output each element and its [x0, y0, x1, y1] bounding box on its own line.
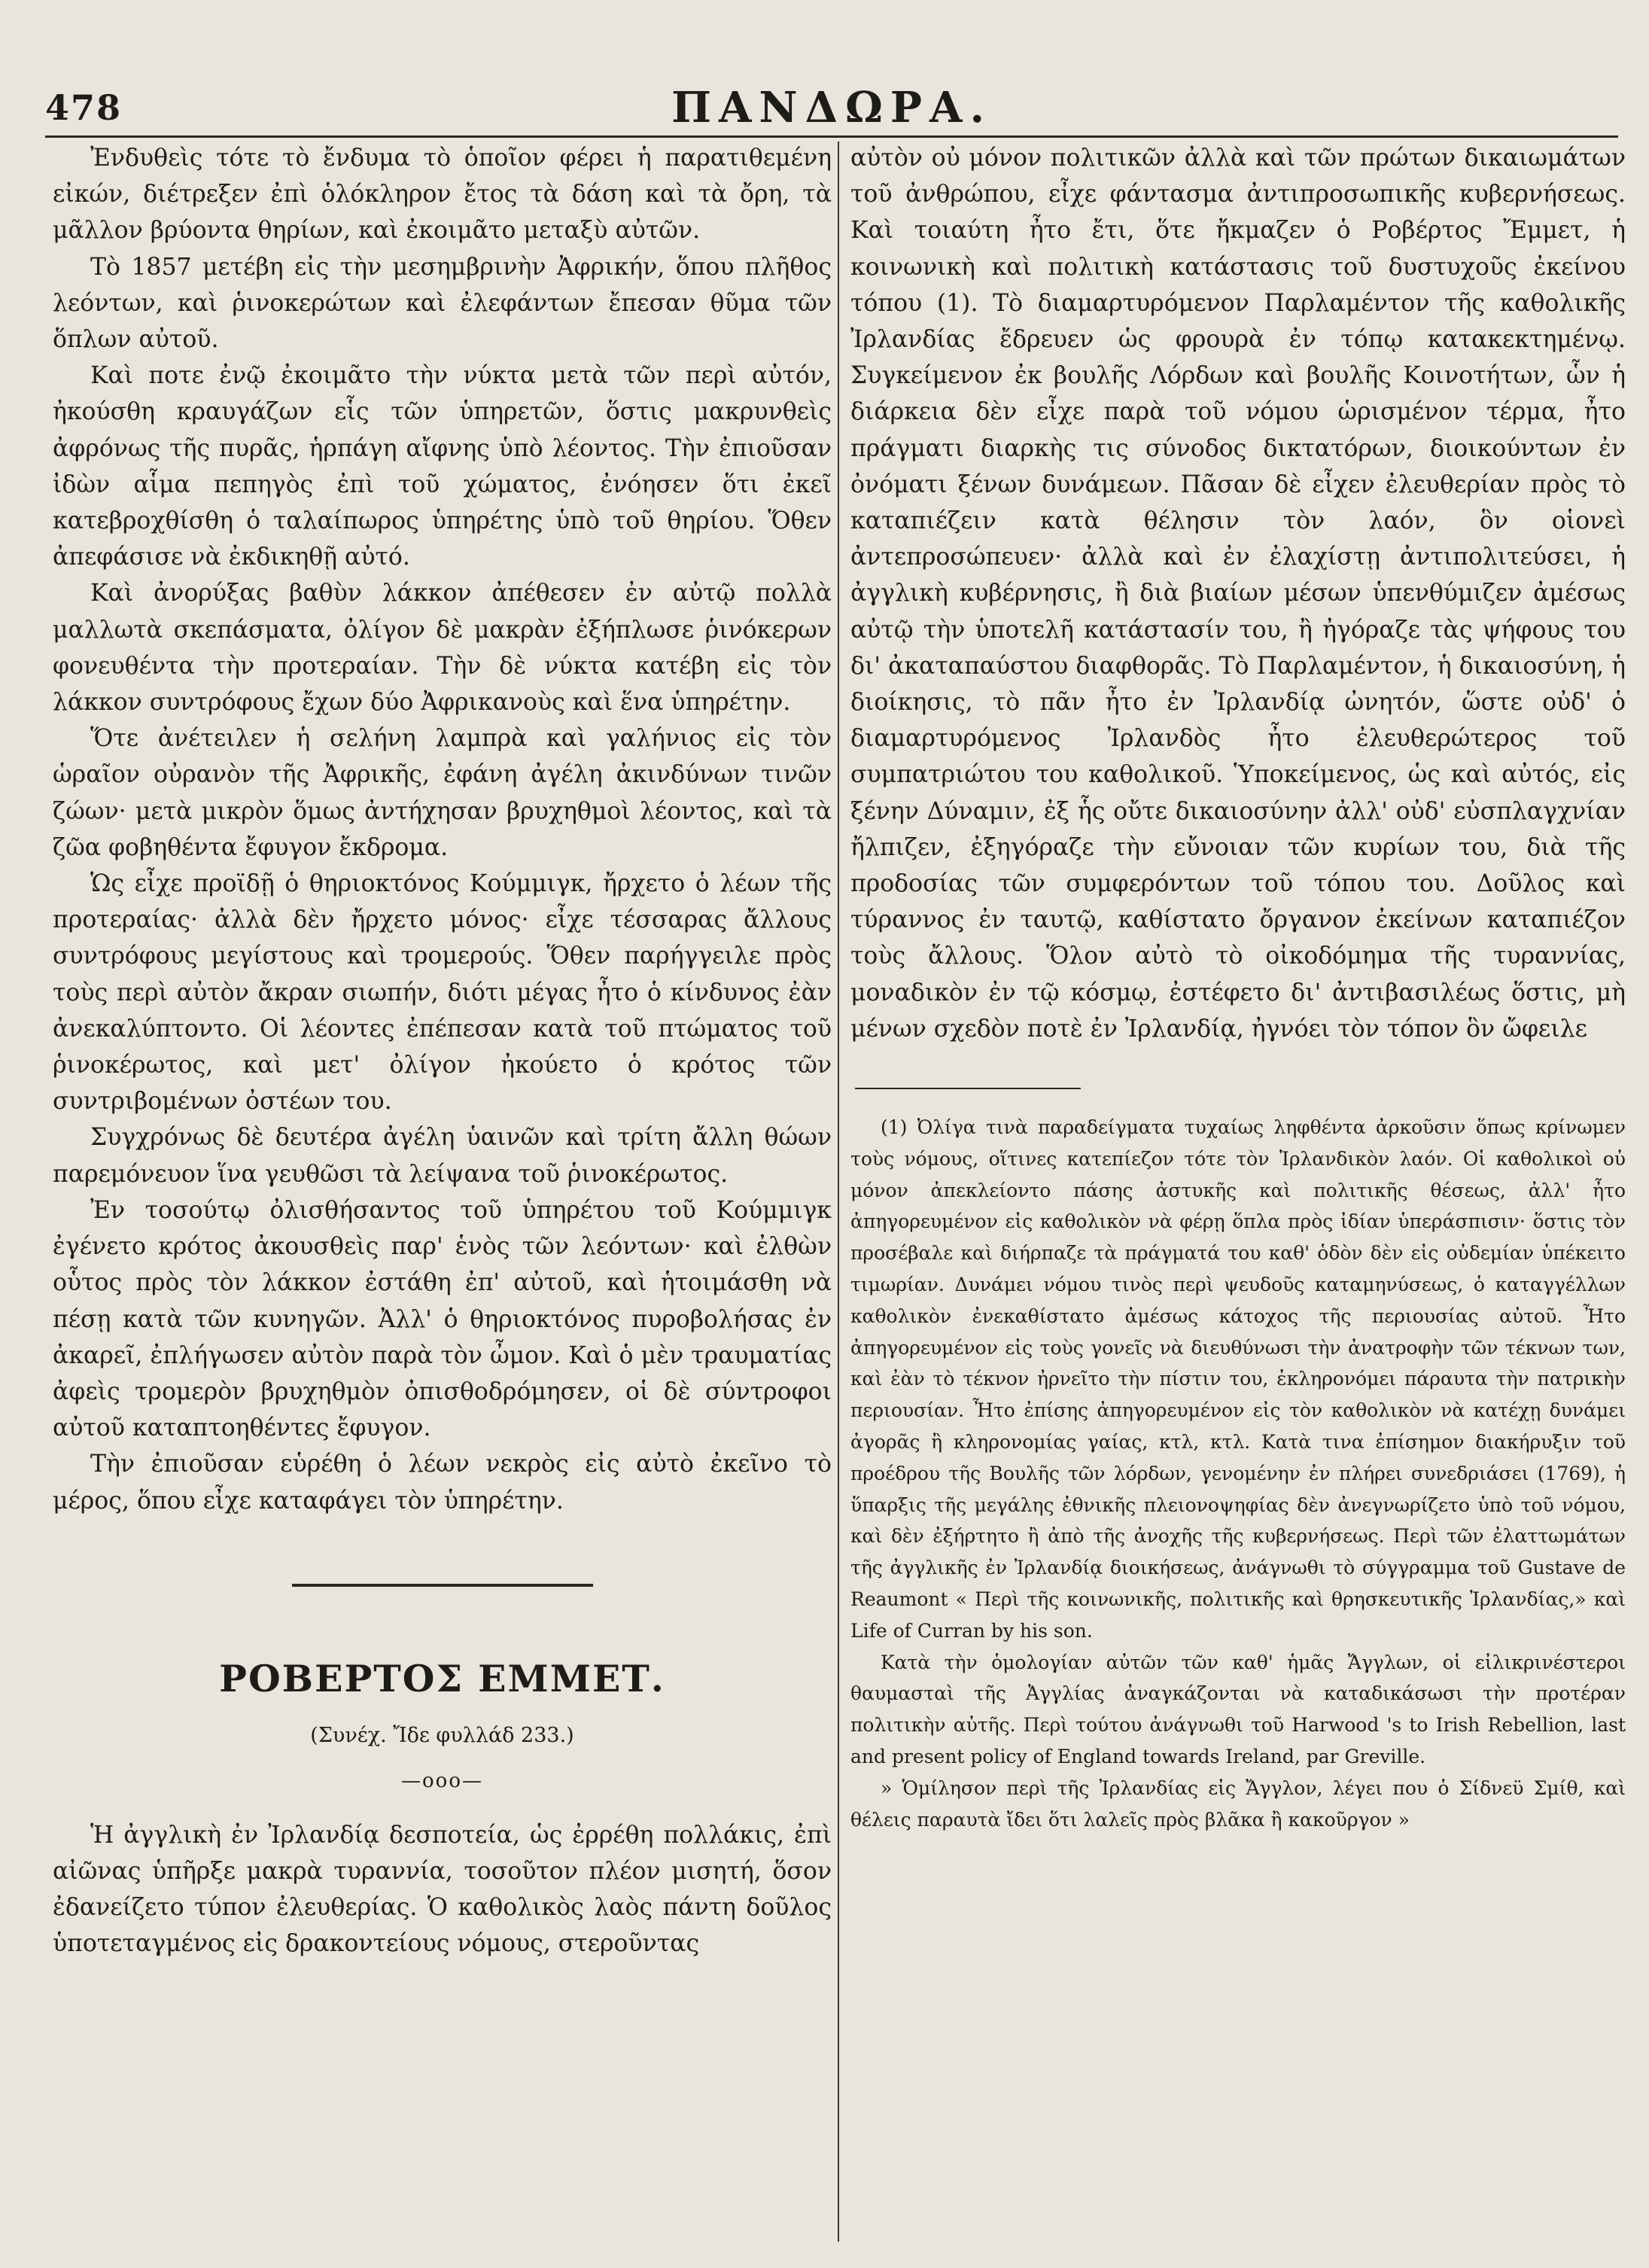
left-paragraph-9: Τὴν ἐπιοῦσαν εὑρέθη ὁ λέων νεκρὸς εἰς αὐτὸ ἐκεῖνο τὸ μέρος, ὅπου εἶχε καταφάγει τὸν ὑπηρέτην.: [53, 1451, 832, 1515]
page-header: [45, 83, 1618, 135]
left-paragraph-1: Ἐνδυθεὶς τότε τὸ ἔνδυμα τὸ ὁποῖον φέρει ἡ παρατιθεμένη εἰκών, διέτρεξεν ἐπὶ ὁλόκληρον ἔτος τὰ δάση καὶ τὰ ὄρη, τὰ μᾶλλον βρύοντα θηρίων, καὶ ἐκοιμᾶτο μεταξὺ αὐτῶν.: [53, 145, 832, 245]
left-paragraph-7: Συγχρόνως δὲ δευτέρα ἀγέλη ὑαινῶν καὶ τρίτη ἄλλη θώων παρεμόνευον ἵνα γευθῶσι τὰ λείψανα τοῦ ῥινοκέρωτος.: [53, 1124, 832, 1188]
article-paragraph-continued: αὐτὸν οὐ μόνον πολιτικῶν ἀλλὰ καὶ τῶν πρώτων δικαιωμάτων τοῦ ἀνθρώπου, εἶχε φάντασμα ἀντιπροσωπικῆς κυβερνήσεως. Καὶ τοιαύτη ἦτο ἔτι, ὅτε ἤκμαζεν ὁ Ροβέρτος Ἔμμετ, ἡ κοινωνικὴ καὶ πολιτικὴ κατάστασις τοῦ δυστυχοῦς ἐκείνου τόπου (1). Τὸ διαμαρτυρόμενον Παρλαμέντον τῆς καθολικῆς Ἰρλανδίας ἔδρευεν ὡς φρουρὰ ἐν τόπῳ κατακεκτημένῳ. Συγκείμενον ἐκ βουλῆς Λόρδων καὶ βουλῆς Κοινοτήτων, ὧν ἡ διάρκεια δὲν εἶχε παρὰ τοῦ νόμου ὡρισμένον τέρμα, ἦτο πράγματι διαρκὴς τις σύνοδος δικτατόρων, διοικούντων ἐν ὀνόματι ξένων δυνάμεων. Πᾶσαν δὲ εἶχεν ἐλευθερίαν πρὸς τὸ καταπιέζειν κατὰ θέλησιν τὸν λαόν, ὃν οἱονεὶ ἀντεπροσώπευεν· ἀλλὰ καὶ ἐν ἐλαχίστῃ ἀντιπολιτεύσει, ἡ ἀγγλικὴ κυβέρνησις, ἢ διὰ βιαίων μέσων ὑπενθύμιζεν ἀμέσως αὐτῷ τὴν ὑποτελῆ κατάστασίν του, ἢ ἠγόραζε τὰς ψήφους του δι' ἀκαταπαύστου διαφθορᾶς. Τὸ Παρλαμέντον, ἡ δικαιοσύνη, ἡ διοίκησις, τὸ πᾶν ἦτο ἐν Ἰρλανδίᾳ ὠνητόν, ὥστε οὐδ' ὁ διαμαρτυρόμενος Ἰρλανδὸς ἦτο ἐλευθερώτερος τοῦ συμπατριώτου του καθολικοῦ. Ὑποκείμενος, ὡς καὶ αὐτός, εἰς ξένην Δύναμιν, ἐξ ἧς οὔτε δικαιοσύνην ἀλλ' οὐδ' εὐσπλαγχνίαν ἤλπιζεν, ἐξηγόραζε τὴν εὔνοιαν τῶν κυρίων του, διὰ τῆς προδοσίας τῶν συμφερόντων τοῦ τόπου του. Δοῦλος καὶ τύραννος ἐν ταυτῷ, καθίστατο ὄργανον ἐκείνων καταπιέζον τοὺς ἄλλους. Ὅλον αὐτὸ τὸ οἰκοδόμημα τῆς τυραννίας, μοναδικὸν ἐν τῷ κόσμῳ, ἐστέφετο δι' ἀντιβασιλέως ὅστις, μὴ μένων σχεδὸν ποτὲ ἐν Ἰρλανδίᾳ, ἠγνόει τὸν τόπον ὃν ὤφειλε: [850, 145, 1626, 1043]
continuation-note: (Συνέχ. Ἴδε φυλλάδ 233.): [310, 1723, 574, 1747]
footnote-2: Κατὰ τὴν ὁμολογίαν αὐτῶν τῶν καθ' ἡμᾶς Ἄγγλων, οἱ εἰλικρινέστεροι θαυμασταὶ τῆς Ἀγγλίας ἀναγκάζονται νὰ καταδικάσωσι τὴν προτέραν πολιτικὴν αὐτῆς. Περὶ τούτου ἀνάγνωθι τοῦ Harwood 's to Irish Rebellion, last and present policy of England towards Ireland, par Greville.: [850, 1651, 1626, 1768]
right-column: [850, 140, 1626, 1835]
left-paragraph-2: Τὸ 1857 μετέβη εἰς τὴν μεσημβρινὴν Ἀφρικήν, ὅπου πλῆθος λεόντων, καὶ ῥινοκερώτων καὶ ἐλεφάντων ἔπεσαν θῦμα τῶν ὅπλων αὐτοῦ.: [53, 253, 832, 354]
left-paragraph-3: Καὶ ποτε ἐνῷ ἐκοιμᾶτο τὴν νύκτα μετὰ τῶν περὶ αὐτόν, ἠκούσθη κραυγάζων εἷς τῶν ὑπηρετῶν, ὅστις μακρυνθεὶς ἀφρόνως τῆς πυρᾶς, ἡρπάγη αἴφνης ὑπὸ λέοντος. Τὴν ἐπιοῦσαν ἰδὼν αἷμα πεπηγὸς ἐπὶ τοῦ χώματος, ἐνόησεν ὅτι ἐκεῖ κατεβροχθίσθη ὁ ταλαίπωρος ὑπηρέτης ὑπὸ τοῦ θηρίου. Ὅθεν ἀπεφάσισε νὰ ἐκδικηθῇ αὐτό.: [53, 362, 832, 571]
footnote-1: (1) Ὀλίγα τινὰ παραδείγματα τυχαίως ληφθέντα ἀρκοῦσιν ὅπως κρίνωμεν τοὺς νόμους, οἵτινες κατεπίεζον τότε τὸν Ἰρλανδικὸν λαόν. Οἱ καθολικοὶ οὐ μόνον ἀπεκλείοντο πάσης ἀστυκῆς καὶ πολιτικῆς θέσεως, ἀλλ' ἦτο ἀπηγορευμένον εἰς καθολικὸν νὰ φέρῃ ὅπλα πρὸς ἰδίαν ὑπεράσπισιν· ὅστις τὸν προσέβαλε καὶ διήρπαζε τὰ πράγματά του καθ' ὁδὸν δὲν εἰς οὐδεμίαν ὑπέκειτο τιμωρίαν. Δυνάμει νόμου τινὸς περὶ ψευδοῦς καταμηνύσεως, ὁ καταγγέλλων καθολικὸν ἐνεκαθίστατο ἀμέσως κάτοχος τῆς περιουσίας αὐτοῦ. Ἦτο ἀπηγορευμένον εἰς τοὺς γονεῖς νὰ διευθύνωσι τὴν ἀνατροφὴν τῶν τέκνων των, καὶ ἐὰν τὸ τέκνον ἠρνεῖτο τὴν πίστιν του, ἐκληρονόμει πάραυτα τὴν πατρικὴν περιουσίαν. Ἦτο ἐπίσης ἀπηγορευμένον εἰς τὸν καθολικὸν νὰ κατέχῃ δυνάμει ἀγορᾶς ἢ κληρονομίας γαίας, κτλ, κτλ. Κατὰ τινα ἐπίσημον διακήρυξιν τοῦ προέδρου τῆς Βουλῆς τῶν λόρδων, γενομένην ἐν πλήρει συνεδριάσει (1769), ἡ ὕπαρξις τῆς μεγάλης ἐθνικῆς πλειονοψηφίας δὲν ἀνεγνωρίζετο ὑπὸ τοῦ νόμου, καὶ δὲν ἐξήρτητο ἢ ἀπὸ τῆς ἀνοχῆς τῆς κυβερνήσεως. Περὶ τῶν ἐλαττωμάτων τῆς ἀγγλικῆς ἐν Ἰρλανδίᾳ διοικήσεως, ἀνάγνωθι τὸ σύγγραμμα τοῦ Gustave de Reaumont « Περὶ τῆς κοινωνικῆς, πολιτικῆς καὶ θρησκευτικῆς Ἰρλανδίας,» καὶ Life of Curran by his son.: [850, 1116, 1626, 1642]
header-rule: [45, 135, 1618, 138]
left-paragraph-5: Ὅτε ἀνέτειλεν ἡ σελήνη λαμπρὰ καὶ γαλήνιος εἰς τὸν ὡραῖον οὐρανὸν τῆς Ἀφρικῆς, ἐφάνη ἀγέλη ἀκινδύνων τινῶν ζώων· μετὰ μικρὸν ὅμως ἀντήχησαν βρυχηθμοὶ λέοντος, καὶ τὰ ζῶα φοβηθέντα ἔφυγον ἔκδρομα.: [53, 725, 832, 861]
footnote-rule: [855, 1088, 1081, 1089]
page-number: 478: [45, 87, 123, 128]
article-paragraph-1: Ἡ ἀγγλικὴ ἐν Ἰρλανδίᾳ δεσποτεία, ὡς ἐρρέθη πολλάκις, ἐπὶ αἰῶνας ὑπῆρξε μακρὰ τυραννία, τοσοῦτον πλέον μισητή, ὅσον ἐδανείζετο τύπον ἐλευθερίας. Ὁ καθολικὸς λαὸς πάντη δοῦλος ὑποτεταγμένος εἰς δρακοντείους νόμους, στεροῦντας: [53, 1821, 832, 1958]
left-column: [53, 140, 832, 1962]
ornament-separator: —ooo—: [401, 1769, 483, 1792]
running-title: ΠΑΝΔΩΡΑ.: [671, 83, 992, 132]
section-divider-rule: [292, 1584, 593, 1587]
left-paragraph-4: Καὶ ἀνορύξας βαθὺν λάκκον ἀπέθεσεν ἐν αὐτῷ πολλὰ μαλλωτὰ σκεπάσματα, ὀλίγον δὲ μακρὰν ἐξήπλωσε ῥινόκερων φονευθέντα τὴν προτεραίαν. Τὴν δὲ νύκτα κατέβη εἰς τὸν λάκκον συντρόφους ἔχων δύο Ἀφρικανοὺς καὶ ἕνα ὑπηρέτην.: [53, 580, 832, 717]
left-paragraph-6: Ὡς εἶχε προϊδῇ ὁ θηριοκτόνος Κούμμιγκ, ἤρχετο ὁ λέων τῆς προτεραίας· ἀλλὰ δὲν ἤρχετο μόνος· εἶχε τέσσαρας ἄλλους συντρόφους μεγίστους καὶ τρομερούς. Ὅθεν παρήγγειλε πρὸς τοὺς περὶ αὐτὸν ἄκραν σιωπήν, διότι μέγας ἦτο ὁ κίνδυνος ἐὰν ἀνεκαλύπτοντο. Οἱ λέοντες ἐπέπεσαν κατὰ τοῦ πτώματος τοῦ ῥινοκέρωτος, καὶ μετ' ὀλίγον ἠκούετο ὁ κρότος τῶν συντριβομένων ὀστέων του.: [53, 870, 832, 1116]
article-title: ΡΟΒΕΡΤΟΣ ΕΜΜΕΤ.: [219, 1656, 665, 1700]
left-paragraph-8: Ἐν τοσούτῳ ὀλισθήσαντος τοῦ ὑπηρέτου τοῦ Κούμμιγκ ἐγένετο κρότος ἀκουσθεὶς παρ' ἑνὸς τῶν λεόντων· καὶ ἐλθὼν οὗτος πρὸς τὸν λάκκον ἐστάθη ἐπ' αὐτοῦ, καὶ ἡτοιμάσθη νὰ πέσῃ κατὰ τῶν κυνηγῶν. Ἀλλ' ὁ θηριοκτόνος πυροβολήσας ἐν ἀκαρεῖ, ἐπλήγωσεν αὐτὸν παρὰ τὸν ὦμον. Καὶ ὁ μὲν τραυματίας ἀφεὶς τρομερὸν βρυχηθμὸν ὀπισθοδρόμησεν, οἱ δὲ σύντροφοι αὐτοῦ καταπτοηθέντες ἔφυγον.: [53, 1196, 832, 1442]
footnote-3: » Ὁμίλησον περὶ τῆς Ἰρλανδίας εἰς Ἄγγλον, λέγει που ὁ Σίδνεϋ Σμίθ, καὶ θέλεις παραυτὰ ἴδει ὅτι λαλεῖς πρὸς βλᾶκα ἢ κακοῦργον »: [850, 1776, 1626, 1831]
column-divider: [838, 142, 839, 2242]
